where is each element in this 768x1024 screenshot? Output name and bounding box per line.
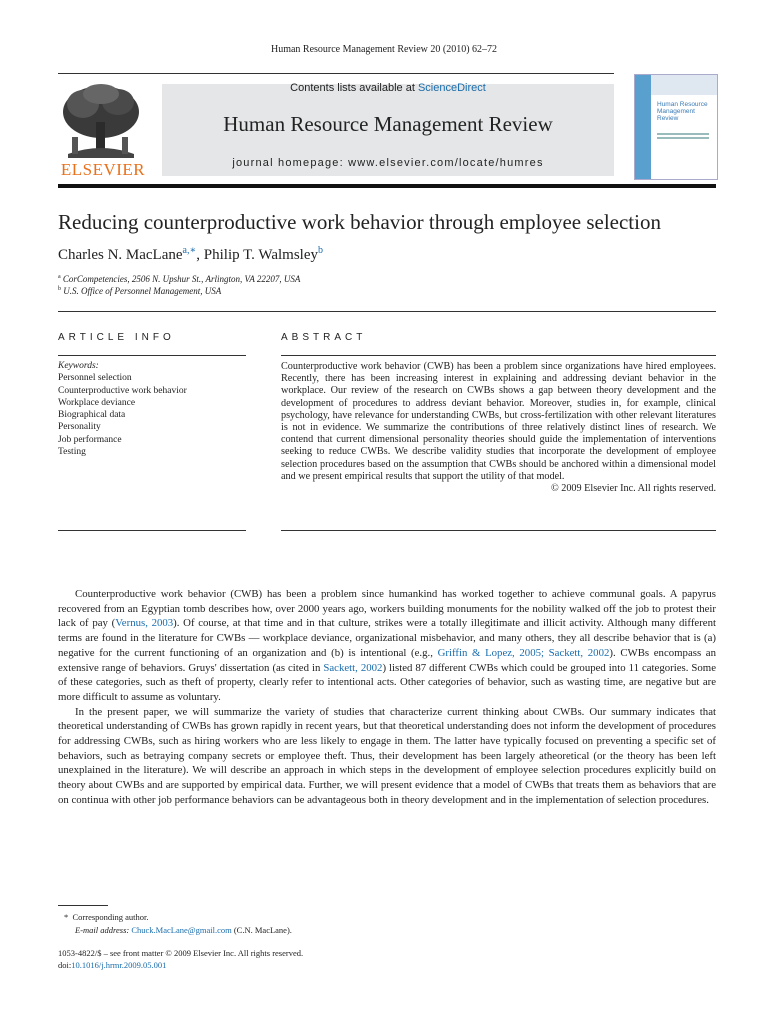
author-1-marks[interactable]: a,∗	[182, 245, 197, 256]
body-paragraph-2: In the present paper, we will summarize the variety of studies that characterize current thinking about CWBs. Our summary indicates that theoretical understanding of CWBs has grown rapidly in recent years, but that theoretical understanding does not inform the development of procedures for addressing CWBs, such as hiring workers who are less likely to engage in them. The latter have typically focused on preventing a specific set of behaviors, such as betraying company secrets or employee theft. Thus, their development has been largely atheoretical (or the theory has been left unexplained in the literature). We will describe an approach in which steps in the development of employee selection procedures explicitly build on theory about CWBs and are supported by empirical data. Further, we will present evidence that a model of CWBs that treats them as behaviors that are on continua with other job performance behaviors can be advantageous both in theory development and in the implementation of selection procedures.	[58, 705, 716, 806]
footnote-email: E-mail address: Chuck.MacLane@gmail.com (C.N. MacLane).	[75, 925, 292, 935]
cover-title: Human Resource Management Review	[657, 101, 708, 123]
affil-b-text: U.S. Office of Personnel Management, USA	[63, 286, 222, 296]
keyword-item: Biographical data	[58, 410, 126, 421]
contents-prefix: Contents lists available at	[290, 82, 418, 94]
cover-subtitle-lines	[657, 133, 709, 143]
keywords-label: Keywords:	[58, 361, 99, 371]
abstract-heading: ABSTRACT	[281, 332, 367, 343]
body-text	[58, 587, 716, 808]
affil-b-mark: b	[58, 286, 61, 292]
doi-link[interactable]: 10.1016/j.hrmr.2009.05.001	[71, 960, 167, 970]
journal-homepage[interactable]: journal homepage: www.elsevier.com/locate/humres	[232, 157, 544, 169]
author-2-marks[interactable]: b	[318, 245, 324, 256]
keyword-item: Personality	[58, 422, 101, 433]
abstract-copyright: © 2009 Elsevier Inc. All rights reserved.	[550, 483, 716, 495]
journal-cover-thumbnail	[634, 74, 718, 180]
affil-a-text: CorCompetencies, 2506 N. Upshur St., Arlington, VA 22207, USA	[62, 274, 301, 284]
citation-link[interactable]: Sackett, 2002	[323, 661, 383, 674]
keyword-item: Counterproductive work behavior	[58, 385, 187, 396]
affil-a-mark: a	[58, 274, 61, 280]
email-link[interactable]: Chuck.MacLane@gmail.com	[131, 925, 232, 935]
body-paragraph-1: Counterproductive work behavior (CWB) has been a problem since humankind has worked together to achieve communal goals. A papyrus recovered from an Egyptian tomb describes how, over 2000 years ago, workers building monuments for the nobility walked off the job to protest their lack of pay (Vernus, 2003). Of course, at that time and in that culture, strikes were a totally illegitimate and illicit activity. Although many different terms are found in the literature for CWBs — workplace deviance, organizational misbehavior, and many others, they all describe behavior that is (a) negative for the current functioning of an organization and (b) is intentional (e.g., Griffin & Lopez, 2005; Sackett, 2002). CWBs encompass an extensive range of behaviors. Gruys' dissertation (as cited in Sackett, 2002) listed 87 different CWBs which could be grouped into 11 categories. Some of these categories, such as theft of property, clearly refer to intentional acts. Other categories of behavior, such as wasting time, are negative but are more difficult to assume as voluntary.	[58, 588, 716, 703]
masthead-rule	[58, 184, 716, 188]
author-2: Philip T. Walmsley	[203, 247, 319, 263]
header-rule	[58, 73, 614, 74]
author-separator: ,	[196, 247, 204, 263]
section-rule	[58, 311, 716, 312]
article-title: Reducing counterproductive work behavior through employee selection	[58, 210, 661, 234]
abstract-top-rule	[281, 355, 716, 356]
abstract-bottom-rule	[281, 530, 716, 531]
article-info-heading: ARTICLE INFO	[58, 332, 175, 343]
keywords-block	[58, 360, 187, 458]
footnote-corresponding: * Corresponding author.	[64, 912, 149, 922]
cover-strip	[635, 75, 651, 179]
info-bottom-rule	[58, 530, 246, 531]
running-head: Human Resource Management Review 20 (2010) 62–72	[270, 44, 498, 55]
journal-title: Human Resource Management Review	[223, 112, 553, 136]
info-top-rule	[58, 355, 246, 356]
contents-line	[162, 82, 614, 94]
author-1: Charles N. MacLane	[58, 247, 183, 263]
footnote-issn: 1053-4822/$ – see front matter © 2009 Elsevier Inc. All rights reserved.	[58, 948, 304, 958]
cover-top-band	[651, 75, 717, 95]
footnote-rule	[58, 905, 108, 906]
citation-link[interactable]: Griffin & Lopez, 2005; Sackett, 2002	[437, 646, 610, 659]
abstract-text: Counterproductive work behavior (CWB) has been a problem since organizations have hired employees. Recently, there has been increasing interest in explaining and addressing deviant behavior in the workplace. Our review of the research on CWBs shows a gap between theory development and the development of procedures to address deviant behavior. Moreover, studies in, for example, clinical psychology, have relevance for understanding CWBs, but cross-fertilization with other relevant literatures is not in evidence. We summarize the contributions of three relatively distinct lines of research. We contend that current dimensional personality theories should guide the implementation of interventions seeking to reduce CWBs. We describe validity studies that incorporate the development of employee selection procedures based on the assumption that CWBs should be anchored within a dimensional model and we present empirical results that support the utility of that model.	[281, 361, 716, 482]
citation-link[interactable]: Vernus, 2003	[115, 617, 174, 630]
keyword-item: Job performance	[58, 434, 122, 445]
keyword-item: Workplace deviance	[58, 397, 136, 408]
keyword-item: Personnel selection	[58, 373, 132, 384]
publisher-wordmark: ELSEVIER	[60, 160, 146, 179]
affiliation-a	[58, 274, 300, 284]
footnote-doi: doi:10.1016/j.hrmr.2009.05.001	[58, 960, 167, 970]
sciencedirect-link[interactable]: ScienceDirect	[417, 82, 486, 94]
author-line	[58, 245, 323, 264]
affiliation-b	[58, 286, 221, 296]
abstract-block	[281, 361, 716, 495]
keyword-item: Testing	[58, 447, 86, 458]
